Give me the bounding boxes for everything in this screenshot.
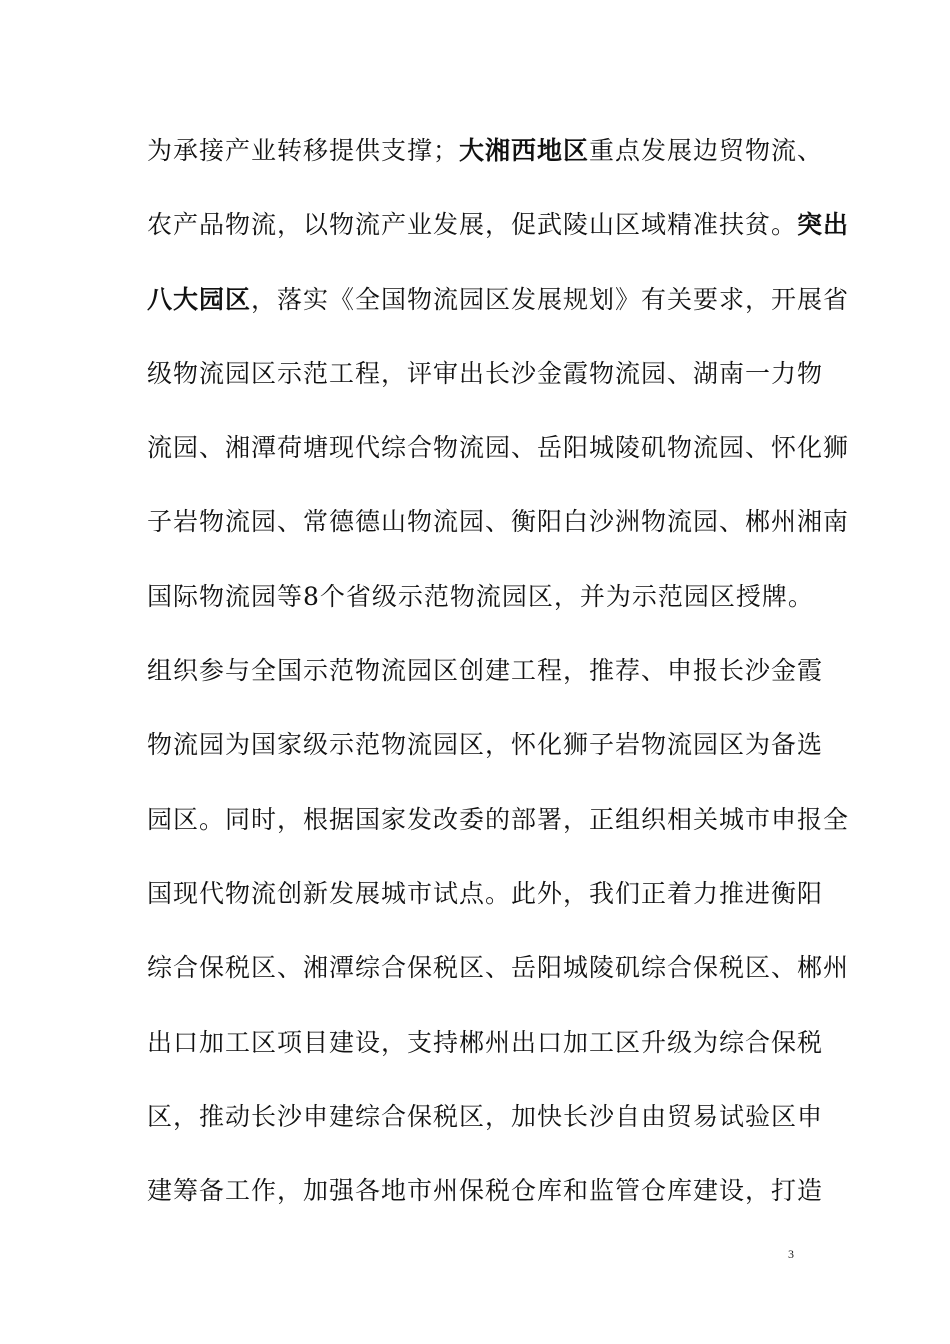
body-text-segment: 组织参与全国示范物流园区创建工程，推荐、申报长沙金霞 [147,656,824,686]
bold-heading-text: 大湘西地区 [459,136,590,165]
body-text-segment: 国现代物流创新发展城市试点。此外，我们正着力推进衡阳 [147,878,824,908]
text-line [147,871,824,945]
body-text-segment: 建筹备工作，加强各地市州保税仓库和监管仓库建设，打造 [147,1176,824,1206]
text-line [147,128,824,202]
body-text-segment: 综合保税区、湘潭综合保税区、岳阳城陵矶综合保税区、郴州 [147,953,850,983]
body-text-segment: 园区。同时，根据国家发改委的部署，正组织相关城市申报全 [147,804,850,834]
text-line [147,1168,824,1242]
text-line [147,648,824,722]
page-number: 3 [788,1247,794,1261]
text-line [147,722,824,796]
body-text-segment: 为承接产业转移提供支撑； [147,136,460,165]
text-line [147,499,850,573]
text-line [147,202,850,276]
body-text-segment: ，落实《全国物流园区发展规划》有关要求，开展省 [251,284,850,314]
text-line [147,574,814,648]
text-line [147,425,850,499]
text-line [147,797,850,871]
body-text-segment: 物流园为国家级示范物流园区，怀化狮子岩物流园区为备选 [147,730,824,760]
text-line [147,945,850,1019]
bold-heading-text: 八大园区 [147,284,252,314]
body-text-segment: 区，推动长沙申建综合保税区，加快长沙自由贸易试验区申 [147,1101,824,1131]
body-text-segment: 重点发展边贸物流、 [589,136,824,165]
body-text-segment: 子岩物流园、常德德山物流园、衡阳白沙洲物流园、郴州湘南 [147,507,850,537]
body-text-segment: 出口加工区项目建设，支持郴州出口加工区升级为综合保税 [147,1027,824,1057]
text-line [147,1020,824,1094]
body-text [147,128,850,1242]
text-line [147,277,850,351]
bold-heading-text: 突出 [797,210,850,240]
body-text-segment: 流园、湘潭荷塘现代综合物流园、岳阳城陵矶物流园、怀化狮 [147,433,850,463]
text-line [147,1094,824,1168]
body-text-segment: 级物流园区示范工程，评审出长沙金霞物流园、湖南一力物 [147,358,824,388]
text-line [147,351,824,425]
body-text-segment: 农产品物流，以物流产业发展，促武陵山区域精准扶贫。 [147,210,798,240]
body-text-segment: 国际物流园等8个省级示范物流园区，并为示范园区授牌。 [147,581,814,611]
